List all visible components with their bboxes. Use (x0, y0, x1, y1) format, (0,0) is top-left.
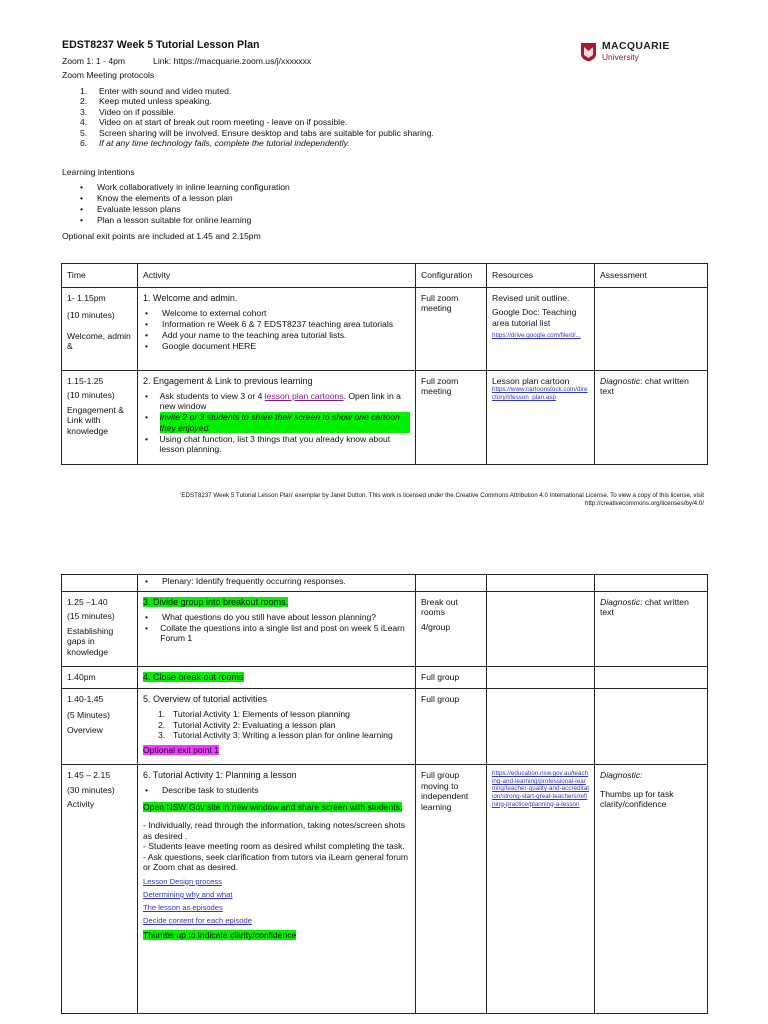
list-item: 5. Screen sharing will be involved. Ensure desktop and tabs are suitable for public sharing. (80, 127, 434, 138)
config-cell: Full group (416, 689, 487, 765)
list-item: • Know the elements of a lesson plan (80, 192, 233, 203)
assessment-cell: Diagnostic: chat written text (595, 371, 708, 465)
protocols-list (80, 86, 434, 148)
config-cell: Full group moving to independent learning (416, 765, 487, 1014)
exit-point-badge: Optional exit point 1 (143, 744, 219, 755)
logo-name: MACQUARIE (602, 41, 670, 53)
time-cell: 1- 1.15pm (10 minutes) Welcome, admin & (62, 288, 138, 371)
list-item: • Add your name to the teaching area tutorial lists. (145, 329, 347, 340)
intentions-list (80, 182, 290, 226)
resource-link[interactable]: https://www.cartoonstock.com/directory/l/lesson_plan.asp (492, 386, 588, 402)
config-cell: Full group (416, 667, 487, 689)
list-item: 1. Tutorial Activity 1: Elements of lesson planning (158, 709, 350, 720)
table-row (62, 575, 708, 592)
time-cell: 1.40-1.45 (5 Minutes) Overview (62, 689, 138, 765)
activity-cell: 4. Close break out rooms (138, 667, 416, 689)
episodes-link[interactable]: The lesson as episodes (143, 903, 223, 913)
resource-link[interactable]: https://education.nsw.gov.au/teaching-and-learning/professional-learning/teacher-quality-and-accreditation/strong-start-great-teachers/refining-practice/planning-a-lesson (492, 770, 589, 808)
config-cell: Full zoom meeting (416, 371, 487, 465)
logo-subname: University (602, 51, 639, 62)
list-item: 1. Enter with sound and video muted. (80, 86, 232, 96)
list-item: • Ask students to view 3 or 4 lesson plan cartoons. Open link in a new window (145, 390, 401, 412)
resource-link[interactable]: https://drive.google.com/file/d/... (492, 332, 581, 340)
list-item: • Plan a lesson suitable for online learning (80, 214, 252, 225)
list-item: • Work collaboratively in inline learning configuration (80, 182, 290, 192)
col-time: Time (62, 264, 138, 288)
list-item: • Plenary: Identify frequently occurring responses. (145, 576, 346, 586)
time-cell: 1.15-1.25 (10 minutes) Engagement & Link with knowledge (62, 371, 138, 465)
col-assessment: Assessment (595, 264, 708, 288)
list-item: • Google document HERE (145, 340, 257, 351)
assessment-cell: Diagnostic: Thumbs up for task clarity/confidence (595, 765, 708, 1014)
time-cell: 1.45 – 2.15 (30 minutes) Activity (62, 765, 138, 1014)
time-cell: 1.40pm (62, 667, 138, 689)
cartoons-link[interactable]: lesson plan cartoons (264, 390, 344, 401)
determining-why-link[interactable]: Determining why and what (143, 889, 233, 899)
lesson-table-page2 (61, 574, 708, 1014)
zoom-info (62, 56, 311, 66)
assessment-cell (595, 288, 708, 371)
list-item: 6. If at any time technology fails, complete the tutorial independently. (80, 137, 350, 148)
resources-cell (487, 765, 595, 1014)
table-row (62, 689, 708, 765)
lesson-table-page1 (61, 263, 708, 465)
list-item: • Invite 2 or 3 students to share their screen to show one cartoon they enjoyed. (145, 412, 410, 433)
macquarie-crest-icon (580, 42, 597, 62)
config-cell: Full zoom meeting (416, 288, 487, 371)
zoom-time: Zoom 1: 1 - 4pm (62, 56, 126, 66)
table-row (62, 667, 708, 689)
content-episode-link[interactable]: Decide content for each episode (143, 916, 252, 926)
list-item: 4. Video on at start of break out room meeting - leave on if possible. (80, 117, 348, 128)
list-item: • Welcome to external cohort (145, 307, 267, 318)
resources-cell: Lesson plan cartoon https://www.cartoonstock.com/directory/l/lesson_plan.asp (487, 371, 595, 465)
list-item: • Describe task to students (145, 785, 259, 796)
list-item: • Collate the questions into a single list and post on week 5 iLearn Forum 1 (145, 622, 405, 644)
list-item: • Using chat function, list 3 things that you already know about lesson planning. (145, 433, 391, 455)
col-activity: Activity (138, 264, 416, 288)
document-title: EDST8237 Week 5 Tutorial Lesson Plan (62, 39, 260, 51)
assessment-cell: Diagnostic: chat written text (595, 592, 708, 667)
activity-cell: 6. Tutorial Activity 1: Planning a lesson • Describe task to students Open NSW Gov site in new window and share screen with students. - Individually, read through the information, taking notes/screen shots as desired . - Students leave meeting room as desired whilst completing the task. - Ask questions, seek clarification from tutors via iLearn general forum or Zoom chat as desired. Lesson Design process Determining why and what The lesson as episodes Decide content for each episode Thumbs up to indicate clarity/confidence (138, 765, 416, 1014)
list-item: 2. Tutorial Activity 2: Evaluating a lesson plan (158, 719, 336, 730)
table-row (62, 765, 708, 1014)
exit-points-note: Optional exit points are included at 1.45 and 2.15pm (62, 231, 261, 241)
activity-cell: 3. Divide group into breakout rooms. • What questions do you still have about lesson planning? • Collate the questions into a single list and post on week 5 iLearn Forum 1 (138, 592, 416, 667)
list-item: • Evaluate lesson plans (80, 203, 181, 214)
table-row (62, 371, 708, 465)
table-header-row (62, 264, 708, 288)
license-footer: 'EDST8237 Week 5 Tutorial Lesson Plan' exemplar by Janet Dutton. This work is licensed under the Creative Commons Attribution 4.0 International License. To view a copy of this license, visit http://creativecommons.org/licenses/by/4.0/ (60, 492, 704, 509)
config-cell: Break out rooms 4/group (416, 592, 487, 667)
list-item: • What questions do you still have about lesson planning? (145, 611, 377, 622)
lesson-design-link[interactable]: Lesson Design process (143, 876, 222, 886)
list-item: • Information re Week 6 & 7 EDST8237 teaching area tutorials (145, 318, 394, 329)
list-item: 3. Video on if possible. (80, 106, 176, 117)
resources-cell: Revised unit outline. Google Doc: Teaching area tutorial list https://drive.google.com/file/d/... (487, 288, 595, 371)
macquarie-logo (580, 42, 670, 62)
table-row (62, 288, 708, 371)
zoom-link[interactable]: Link: https://macquarie.zoom.us/j/xxxxxxx (153, 56, 312, 66)
list-item: 3. Tutorial Activity 3: Writing a lesson plan for online learning (158, 730, 393, 741)
table-row (62, 592, 708, 667)
intentions-heading: Learning intentions (62, 167, 135, 177)
license-link[interactable]: http://creativecommons.org/licenses/by/4.0/ (585, 500, 704, 508)
col-resources: Resources (487, 264, 595, 288)
col-configuration: Configuration (416, 264, 487, 288)
protocols-heading: Zoom Meeting protocols (62, 70, 155, 80)
list-item: 2. Keep muted unless speaking. (80, 96, 212, 107)
activity-cell: 1. Welcome and admin. • Welcome to external cohort • Information re Week 6 & 7 EDST8237 teaching area tutorials • Add your name to the teaching area tutorial lists. • Google document HERE (138, 288, 416, 371)
resources-cell (487, 592, 595, 667)
activity-cell: 2. Engagement & Link to previous learning • Ask students to view 3 or 4 lesson plan cartoons. Open link in a new window • Invite 2 or 3 students to share their screen to show one cartoon they enjoyed. • Using chat function, list 3 things that you already know about lesson planning. (138, 371, 416, 465)
time-cell: 1.25 –1.40 (15 minutes) Establishing gaps in knowledge (62, 592, 138, 667)
activity-cell: 5. Overview of tutorial activities 1. Tutorial Activity 1: Elements of lesson planning 2. Tutorial Activity 2: Evaluating a lesson plan 3. Tutorial Activity 3: Writing a lesson plan for online learning Optional exit point 1 (138, 689, 416, 765)
activity-cell (138, 575, 416, 592)
